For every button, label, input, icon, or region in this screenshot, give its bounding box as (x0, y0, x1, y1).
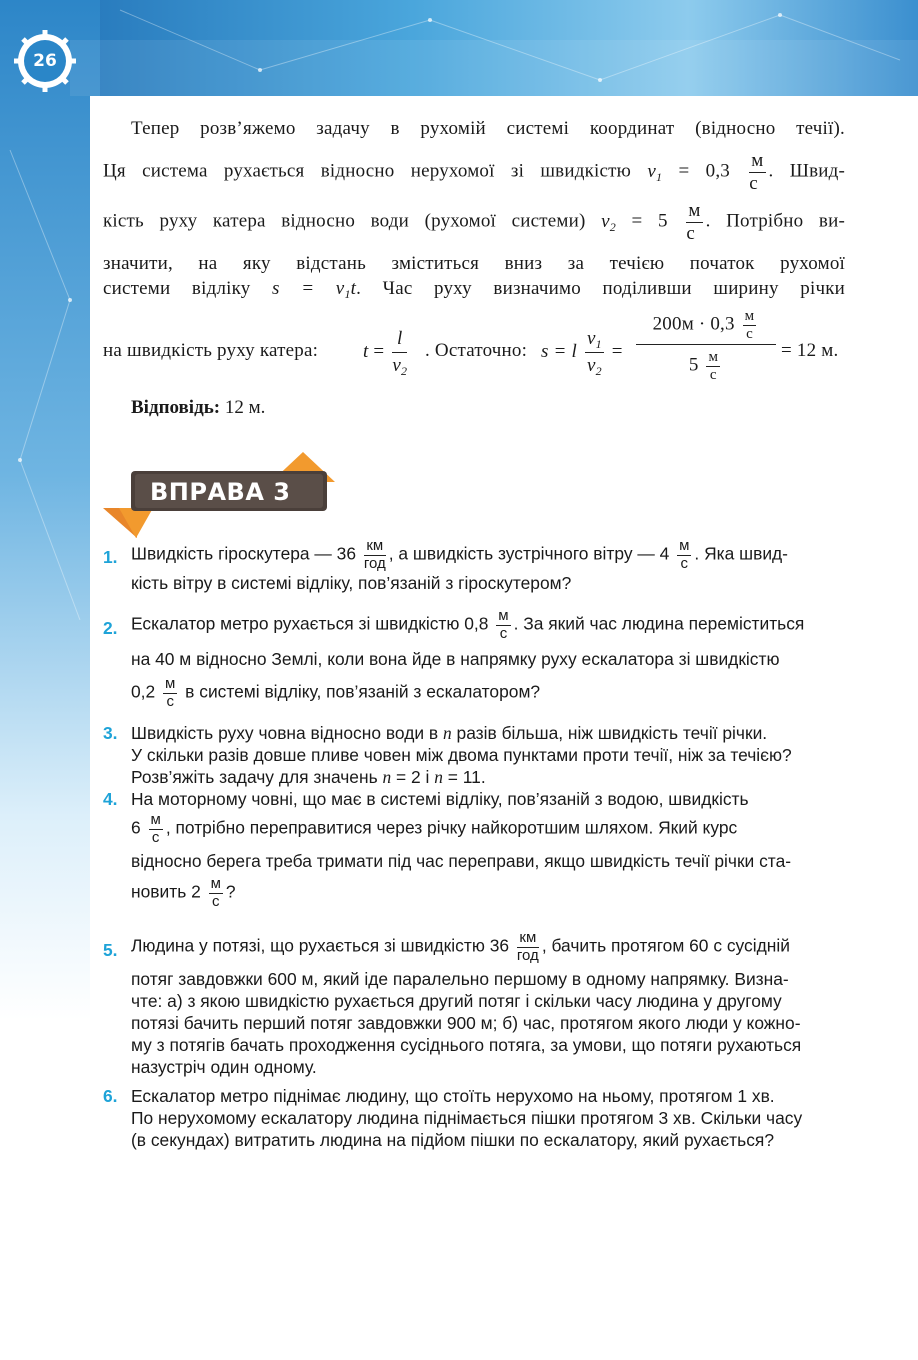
v-ratio-fraction: $\frac{v_1}{v_2}$ (586, 328, 602, 379)
page-number: 26 (33, 51, 57, 71)
theory-line-2: Ця система рухається відносно нерухомої зі швидкістю $v_1 = 0,3$ $\frac{м}{с}$ . Швид- (103, 150, 846, 194)
theory-line-3: кість руху катера відносно води (рухомої системи) $v_2 = 5$ $\frac{м}{с}$ . Потрібно ви- (103, 200, 845, 244)
theory-line-1: Тепер розв’яжемо задачу в рухомій системі координат (відносно течії). (131, 118, 845, 139)
exercise-item-4: 4. На моторному човні, що має в системі відліку, пов’язаній з водою, швидкість 6 $\frac{м}{с}$ , потрібно переправитися через річку найкоротшим шляхом. Який курс відносно берега треба тримати під час переправи, якщо швидкість течії річки ста- новить 2 $\frac{м}{с}$ ? (103, 789, 792, 910)
exercise-item-6: 6. Ескалатор метро піднімає людину, що стоїть нерухомо на ньому, протягом 1 хв. По нерухомому ескалатору людина піднімається пішки протягом 3 хв. Скільки часу (в секундах) витратить людина на підйом пішки по ескалатору, який рухається? (103, 1086, 803, 1150)
theory-line-5: системи відліку $s = v_1t$. Час руху визначимо поділивши ширину річки (103, 278, 845, 301)
unit-fraction: $\frac{м}{с}$ (686, 200, 701, 244)
exercise-item-5: 5. Людина у потязі, що рухається зі швидкістю 36 $\frac{км}{\text{год}}$ , бачить протягом 60 с сусідній потяг завдовжки 600 м, який іде паралельно першому в одному напрямку. Визна- чте: а) з якою швидкістю рухається другий потяг і скільки часу людина у другому потязі бачить перший потяг завдовжки 900 м; б) час, протягом якого люди у кожно- му з потягів бачать проходження сусіднього потяга, за умови, що потяги рухаються назустріч один одному. (103, 929, 802, 1077)
theory-line-4: значити, на яку відстань зміститься вниз за течією початок рухомої (103, 253, 845, 274)
exercise-title: ВПРАВА 3 (150, 478, 291, 506)
t-fraction: $\frac{l}{v_2}$ (392, 328, 408, 378)
exercise-item-1: 1. Швидкість гіроскутера — 36 $\frac{км}{\text{год}}$ , а швидкість зустрічного вітру — 4 $\frac{м}{с}$ . Яка швид- кість вітру в системі відліку, пов’язаній з гіроскутером? (103, 537, 788, 593)
answer-line: Відповідь: 12 м. (131, 397, 266, 418)
unit-fraction: $\frac{м}{с}$ (749, 150, 764, 194)
big-fraction: 200м · 0,3 $\frac{м}{с}$ 5 $\frac{м}{с}$ (636, 308, 776, 383)
exercise-item-3: 3. Швидкість руху човна відносно води в n разів більша, ніж швидкість течії річки. У скільки разів довше пливе човен між двома пунктами проти течії, ніж за течією? Розв’яжіть задачу для значень n = 2 і n = 11. (103, 723, 792, 787)
theory-formula-line: на швидкість руху катера: t = $\frac{l}{v_2}$ . Остаточно: s = l $\frac{v_1}{v_2}$ = 200м · 0,3 $\frac{м}{с}$ 5 $\frac{м}{с}$ = 12 м. (103, 308, 839, 383)
exercise-item-2: 2. Ескалатор метро рухається зі швидкістю 0,8 $\frac{м}{с}$ . За який час людина переміститься на 40 м відносно Землі, коли вона йде в напрямку руху ескалатора зі швидкістю 0,2 $\frac{м}{с}$ в системі відліку, пов’язаній з ескалатором? (103, 607, 805, 710)
